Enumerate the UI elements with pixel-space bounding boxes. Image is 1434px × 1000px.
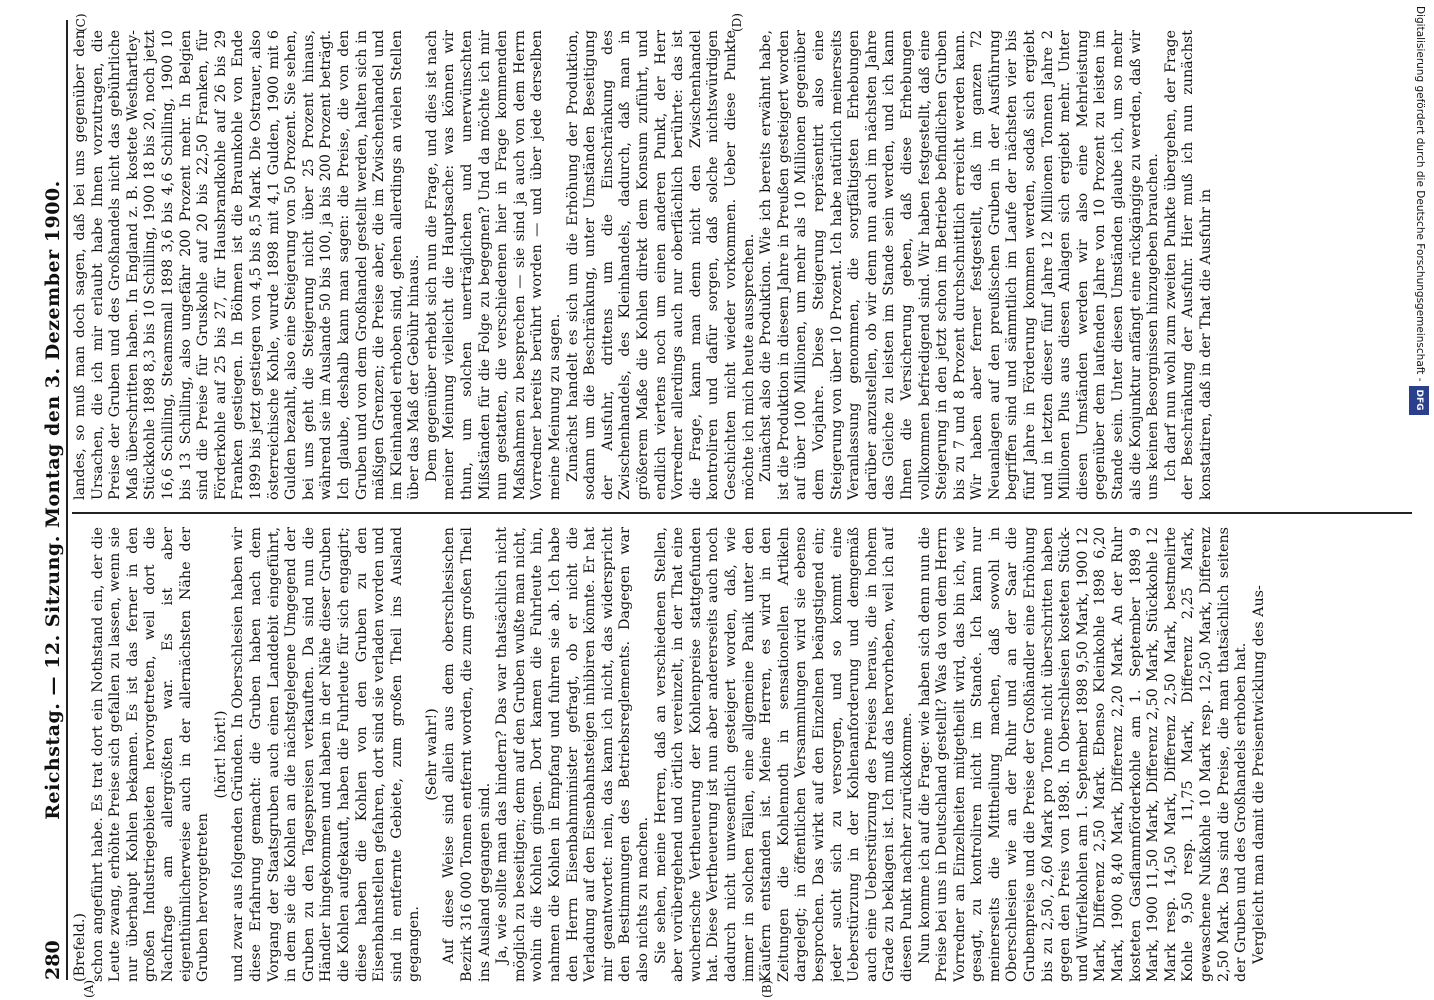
right-column — [72, 30, 1412, 500]
page-title: Reichstag. — 12. Sitzung. Montag den 3. Dezember 1900. — [42, 180, 64, 820]
margin-mark-c: (C) — [74, 13, 88, 32]
paragraph: Sie sehen, meine Herren, daß an verschiedenen Stellen, aber vorübergehend und örtlich vereinzelt, in der That eine wucherische Vertheuerung der Kohlenpreise stattgefunden hat. Diese Vertheuerung ist nun aber andererseits auch noch dadurch nicht unwesentlich gesteigert worden, daß, wie immer in solchen Fällen, eine allgemeine Panik unter den Käufern entstanden ist. Meine Herren, es wird in den Zeitungen die Kohlennoth in sensationellen Artikeln dargelegt; in öffentlichen Versammlungen wird sie ebenso besprochen. Das wirkt auf den Einzelnen beängstigend ein; jeder sucht sich zu versorgen, und so kommt eine Ueberstürzung in der Kohlenanforderung und demgemäß auch eine Ueberstürzung des Preises heraus, die in hohem Grade zu beklagen ist. Ich muß das hervorheben, weil ich auf diesen Punkt nachher zurückkomme. — [652, 527, 915, 982]
paragraph: Nun komme ich auf die Frage: wie haben sich denn nun die Preise bei uns in Deutschland gestellt? Was da von dem Herrn Vorredner an Einzelheiten mitgetheilt wird, das bin ich, wie gesagt, zu kontroliren nicht im Stande. Ich kann nur meinerseits die Mittheilung machen, daß sowohl in Oberschlesien wie an der Ruhr und an der Saar die Grubenpreise und die Preise der Großhändler eine Erhöhung bis zu 2,50, 2,60 Mark pro Tonne nicht überschritten haben gegen den Preis von 1898. In Oberschlesien kosteten Stück- und Würfelkohlen am 1. September 1898 9,50 Mark, 1900 12 Mark, Differenz 2,50 Mark. Ebenso Kleinkohle 1898 6,20 Mark, 1900 8,40 Mark, Differenz 2,20 Mark. An der Ruhr kosteten Gasflammförderkohle am 1. September 1898 9 Mark, 1900 11,50 Mark, Differenz 2,50 Mark, Stückkohle 12 Mark resp. 14,50 Mark, Differenz 2,50 Mark, bestmelirte Kohle 9,50 resp. 11,75 Mark, Differenz 2,25 Mark, gewaschene Nußkohle 10 Mark resp. 12,50 Mark, Differenz 2,50 Mark. Das sind die Preise, die man thatsächlich seitens der Gruben und des Großhandels erhoben hat. — [916, 527, 1250, 982]
header-rule — [66, 20, 68, 980]
paragraph: Ich darf nun wohl zum zweiten Punkte übergehen, der Frage der Beschränkung der Ausfuhr. Hier muß ich nun zunächst konstatiren, daß in der That die Ausfuhr in — [1162, 30, 1214, 500]
paragraph: Zunächst also die Produktion. Wie ich bereits erwähnt habe, ist die Produktion in diesem Jahre in Preußen gesteigert worden auf über 100 Millionen, um mehr als 10 Millionen gegenüber dem Vorjahre. Diese Steigerung repräsentirt also eine Steigerung von über 10 Prozent. Ich habe natürlich meinerseits Veranlassung genommen, die sorgfältigsten Erhebungen darüber anzustellen, ob wir denn nun auch im nächsten Jahre das Gleiche zu leisten im Stande sein werden, und ich kann Ihnen die Versicherung geben, daß diese Erhebungen vollkommen befriedigend sind. Wir haben festgestellt, daß eine Steigerung in den jetzt schon im Betriebe befindlichen Gruben bis zu 7 und 8 Prozent durchschnittlich erreicht werden kann. Wir haben aber ferner festgestellt, daß im ganzen 72 Neuanlagen auf den preußischen Gruben in der Ausführung begriffen sind und sämmtlich im Laufe der nächsten vier bis fünf Jahre in Förderung kommen werden, sodaß sich ergiebt und in letzten dieser fünf Jahre 12 Millionen Tonnen Jahre 2 Millionen Plus aus diesen Anlagen sich ergiebt mehr. Unter diesen Umständen werden wir also eine Mehrleistung gegenüber dem laufenden Jahre von 10 Prozent zu leisten im Stande sein. Unter diesen Umständen glaube ich, um so mehr als die Konjunktur anfängt eine rückgängige zu werden, daß wir uns keinen Besorgnissen hinzugeben brauchen. — [758, 30, 1162, 500]
paragraph: Vergleicht man damit die Preisentwicklung des Aus- — [1250, 585, 1267, 964]
margin-mark-b: (B) — [760, 979, 774, 998]
margin-mark-d: (D) — [730, 13, 744, 32]
column-separator — [72, 512, 1412, 514]
interjection: (hört! hört!) — [212, 710, 229, 799]
dfg-logo: DFG — [1409, 386, 1429, 415]
running-header — [42, 20, 68, 980]
paragraph: Ja, wie sollte man das hindern? Das war thatsächlich nicht möglich zu beseitigen; denn auf den Gruben wußte man nicht, wohin die Kohlen gingen. Dort kamen die Fuhrleute hin, nahmen die Kohlen in Empfang und fuhren sie ab. Ich habe den Herrn Eisenbahnminister gefragt, ob er nicht die Verladung auf den Eisenbahnsteigen inhibiren könnte. Er hat mir geantwortet: nein, das kann ich nicht, das widerspricht den Bestimmungen des Betriebsreglements. Dagegen war also nichts zu machen. — [494, 527, 651, 982]
page-number: 280 — [42, 940, 64, 980]
margin-mark-a: (A) — [82, 979, 96, 998]
paragraph: Auf diese Weise sind allein aus dem oberschlesischen Bezirk 316 000 Tonnen entfernt worden, die zum großen Theil ins Ausland gegangen sind. — [441, 527, 493, 982]
paragraph: landes, so muß man doch sagen, daß bei uns gegenüber den Ursachen, die ich mir erlaubt habe Ihnen vorzutragen, die Preise der Gruben und des Großhandels nicht das gebührliche Maß überschritten haben. In England z. B. kostete Westhartley-Stückkohle 1898 8,3 bis 10 Schilling, 1900 18 bis 20, noch jetzt 16,6 Schilling, Steamsmall 1898 3,6 bis 4,6 Schilling, 1900 10 bis 13 Schilling, also ungefähr 200 Prozent mehr. In Belgien sind die Preise für Gruskohle auf 20 bis 22,50 Franken, für Förderkohle auf 25 bis 27, für Hausbrandkohle auf 26 bis 29 Franken gestiegen. In Böhmen ist die Braunkohle von Ende 1899 bis jetzt gestiegen von 4,5 bis 8,5 Mark. Die Ostrauer, also österreichische Kohle, wurde 1898 mit 4,1 Gulden, 1900 mit 6 Gulden bezahlt, also eine Steigerung von 50 Prozent. Sie sehen, bei uns geht die Steigerung nicht über 25 Prozent hinaus, während sie im Auslande 50 bis 100, ja bis 200 Prozent beträgt. Ich glaube, deshalb kann man sagen: die Preise, die von den Gruben und von dem Großhandel gestellt werden, halten sich in mäßigen Grenzen; die Preise aber, die im Zwischenhandel und im Kleinhandel erhoben sind, gehen allerdings an vielen Stellen über das Maß der Gebühr hinaus. — [72, 30, 423, 500]
paragraph: und zwar aus folgenden Gründen. In Oberschlesien haben wir diese Erfahrung gemacht: die Gruben haben nach dem Vorgang der Staatsgruben auch einen Landdebit eingeführt, in dem sie die Kohlen an die nächstgelegene Umgegend der Gruben zu den Tagespreisen verkauften. Da sind nun die Händler hingekommen und haben in der Nähe dieser Gruben die Kohlen aufgekauft, haben die Fuhrleute für sich engagirt; diese haben die Kohlen von den Gruben zu den Eisenbahnstellen gefahren, dort sind sie verladen worden und sind in entfernte Gebiete, zum großen Theil ins Ausland gegangen. — [230, 527, 423, 982]
left-column — [72, 527, 1412, 982]
paragraph: Dem gegenüber erhebt sich nun die Frage, und dies ist nach meiner Meinung vielleicht die Hauptsache: was können wir thun, um solchen unerträglichen und unerwünschten Mißständen für die Folge zu begegnen? Und da möchte ich mir nun gestatten, die verschiedenen hier in Frage kommenden Maßnahmen zu besprechen — sie sind ja auch von dem Herrn Vorredner bereits berührt worden — und über jede derselben meine Meinung zu sagen. — [423, 30, 564, 500]
paragraph: schon angeführt habe. Es trat dort ein Nothstand ein, der die Leute zwang, erhöhte Preise sich gefallen zu lassen, wenn sie nur überhaupt Kohlen bekamen. Es ist das ferner in den großen Industriegebieten hervorgetreten, weil dort die Nachfrage am allergrößten war. Es ist aber eigenthümlicherweise auch in der allernächsten Nähe der Gruben hervorgetreten — [89, 527, 212, 982]
speaker-label: (Brefeld.) — [72, 913, 88, 982]
paragraph: Zunächst handelt es sich um die Erhöhung der Produktion, sodann um die Beschränkung, unter Umständen Beseitigung der Ausfuhr, drittens um die Einschränkung des Zwischenhandels, des Kleinhandels, dadurch, daß man in größerem Maße die Kohlen direkt dem Konsum zuführt, und endlich viertens noch um einen anderen Punkt, der Herr Vorredner allerdings auch nur oberflächlich berührte: das ist die Frage, kann man denn nicht den Zwischenhandel kontroliren und dafür sorgen, daß solche nichtswürdigen Geschichten nicht wieder vorkommen. Ueber diese Punkte möchte ich mich heute aussprechen. — [564, 30, 757, 500]
side-note — [1410, 6, 1432, 996]
interjection: (Sehr wahr!) — [423, 708, 440, 801]
funding-note: Digitalisierung gefördert durch die Deutsche Forschungsgemeinschaft - — [1414, 6, 1426, 382]
